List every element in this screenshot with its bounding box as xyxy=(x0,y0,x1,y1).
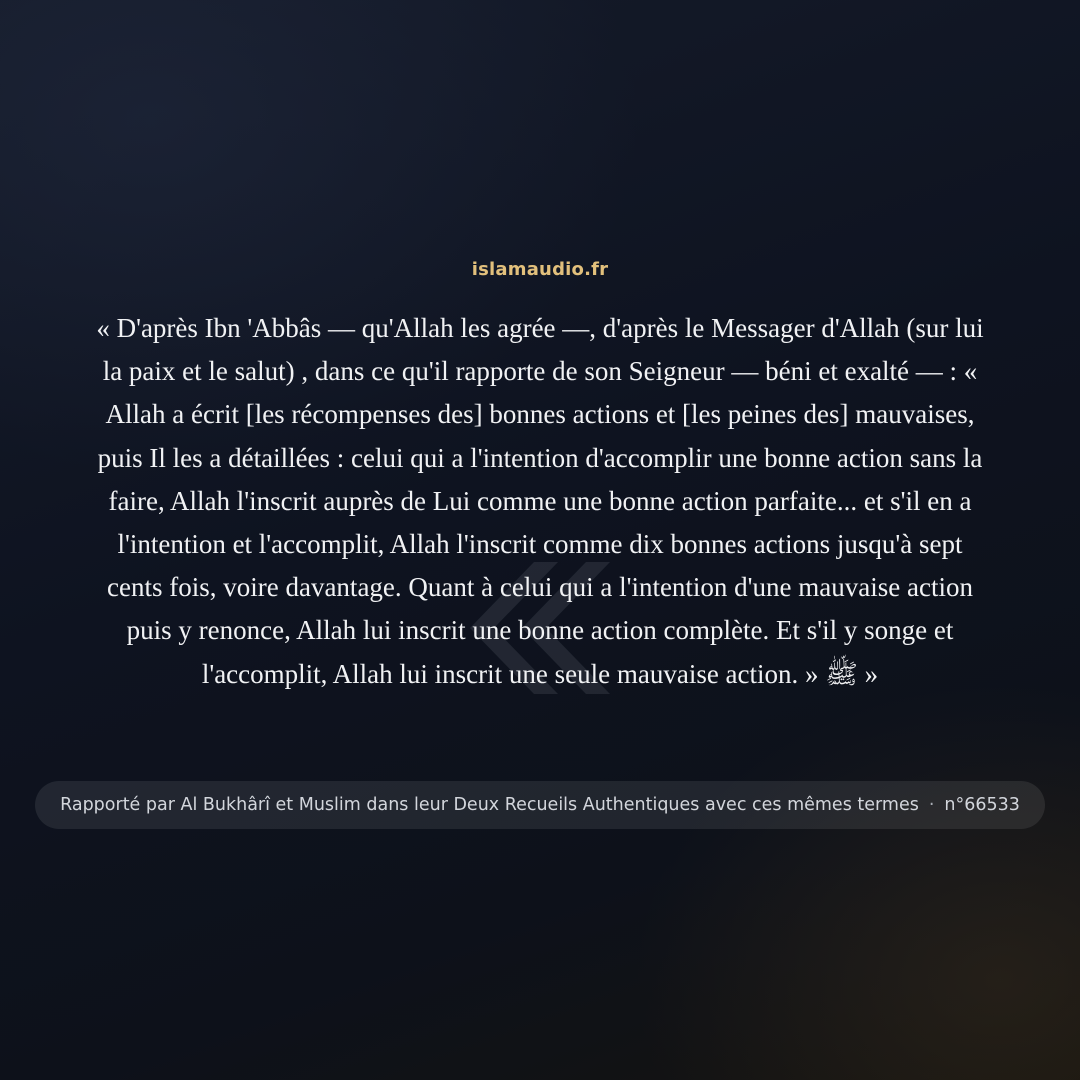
source-reference: Rapporté par Al Bukhârî et Muslim dans leur Deux Recueils Authentiques avec ces mêmes termes xyxy=(60,795,919,815)
hadith-text: « D'après Ibn 'Abbâs — qu'Allah les agrée —, d'après le Messager d'Allah (sur lui la paix et le salut) , dans ce qu'il rapporte de son Seigneur — béni et exalté — : « Allah a écrit [les récompenses des] bonnes actions et [les peines des] mauvaises, puis Il les a détaillées : celui qui a l'intention d'accomplir une bonne action sans la faire, Allah l'inscrit auprès de Lui comme une bonne action parfaite... et s'il en a l'intention et l'accomplit, Allah l'inscrit comme dix bonnes actions jusqu'à sept cents fois, voire davantage. Quant à celui qui a l'intention d'une mauvaise action puis y renonce, Allah lui inscrit une bonne action complète. Et s'il y songe et l'accomplit, Allah lui inscrit une seule mauvaise action. » ﷺ » xyxy=(96,313,984,689)
source-separator: · xyxy=(928,795,935,815)
hadith-number: n°66533 xyxy=(944,795,1020,815)
site-name: islamaudio.fr xyxy=(471,259,609,280)
source-bar xyxy=(35,781,1045,829)
